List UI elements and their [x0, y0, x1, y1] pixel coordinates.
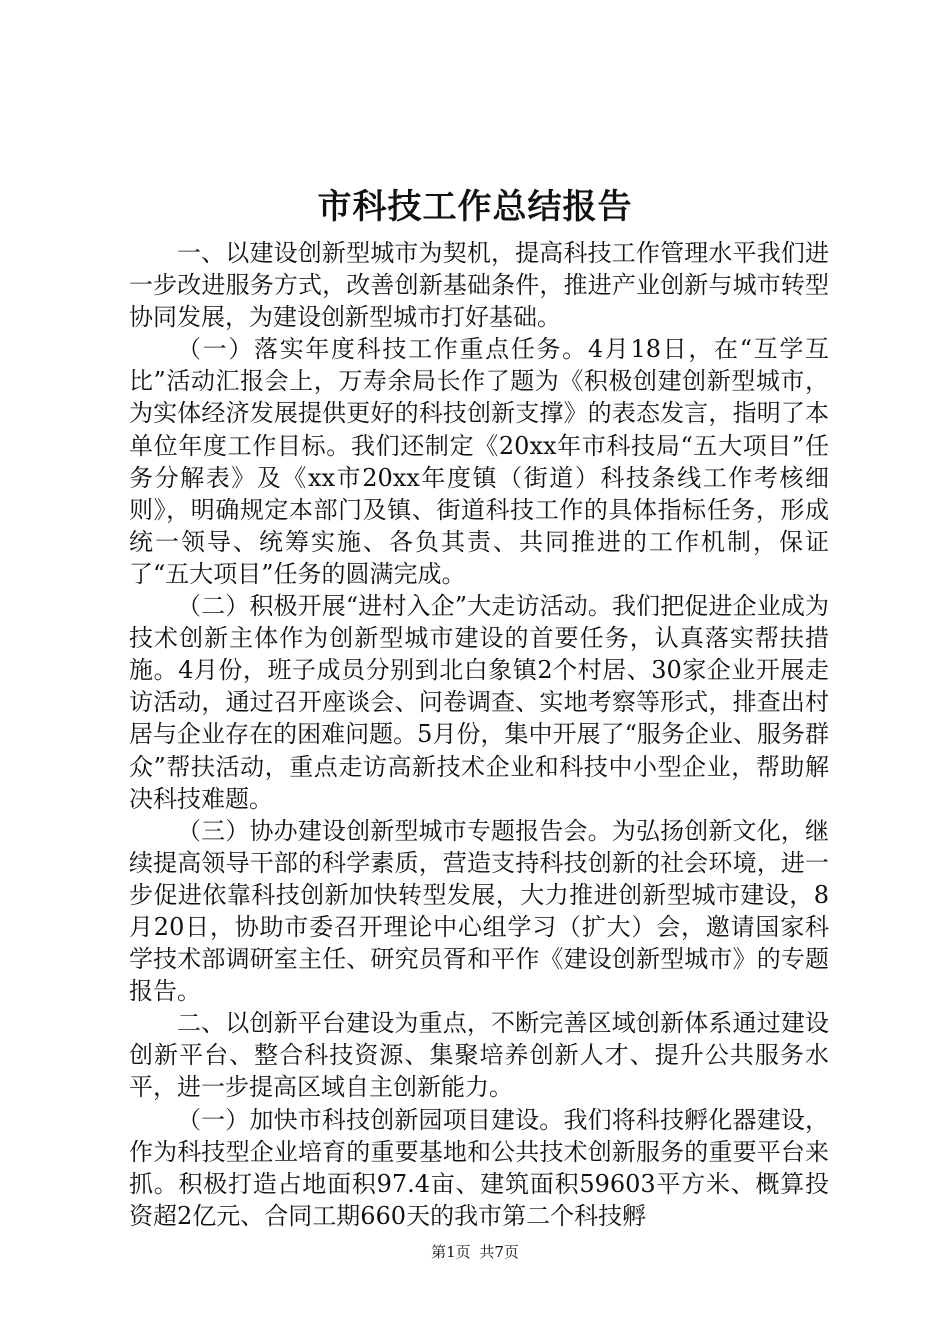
paragraph-4: （三）协办建设创新型城市专题报告会。为弘扬创新文化，继续提高领导干部的科学素质，营造支持科技创新的社会环境，进一步促进依靠科技创新加快转型发展，大力推进创新型城市建设，8月20日，协助市委召开理论中心组学习（扩大）会，邀请国家科学技术部调研室主任、研究员胥和平作《建设创新型城市》的专题报告。	[129, 816, 829, 1006]
paragraph-6: （一）加快市科技创新园项目建设。我们将科技孵化器建设，作为科技型企业培育的重要基地和公共技术创新服务的重要平台来抓。积极打造占地面积97.4亩、建筑面积59603平方米、概算投资超2亿元、合同工期660天的我市第二个科技孵	[129, 1105, 829, 1230]
paragraph-1: 一、以建设创新型城市为契机，提高科技工作管理水平我们进一步改进服务方式，改善创新基础条件，推进产业创新与城市转型协同发展，为建设创新型城市打好基础。	[129, 239, 829, 332]
paragraph-5: 二、以创新平台建设为重点，不断完善区域创新体系通过建设创新平台、整合科技资源、集聚培养创新人才、提升公共服务水平，进一步提高区域自主创新能力。	[129, 1009, 829, 1102]
document-title: 市科技工作总结报告	[317, 187, 633, 227]
document-body	[129, 237, 829, 1232]
paragraph-2: （一）落实年度科技工作重点任务。4月18日，在“互学互比”活动汇报会上，万寿余局长作了题为《积极创建创新型城市，为实体经济发展提供更好的科技创新支撑》的表态发言，指明了本单位年度工作目标。我们还制定《20xx年市科技局“五大项目”任务分解表》及《xx市20xx年度镇（街道）科技条线工作考核细则》，明确规定本部门及镇、街道科技工作的具体指标任务，形成统一领导、统筹实施、各负其责、共同推进的工作机制，保证了“五大项目”任务的圆满完成。	[129, 335, 829, 588]
page-number: 第1页	[431, 1243, 471, 1261]
page-footer	[0, 1242, 950, 1262]
paragraph-3: （二）积极开展“进村入企”大走访活动。我们把促进企业成为技术创新主体作为创新型城市建设的首要任务，认真落实帮扶措施。4月份，班子成员分别到北白象镇2个村居、30家企业开展走访活动，通过召开座谈会、问卷调查、实地考察等形式，排查出村居与企业存在的困难问题。5月份，集中开展了“服务企业、服务群众”帮扶活动，重点走访高新技术企业和科技中小型企业，帮助解决科技难题。	[129, 592, 829, 813]
page-total: 共7页	[479, 1243, 519, 1261]
